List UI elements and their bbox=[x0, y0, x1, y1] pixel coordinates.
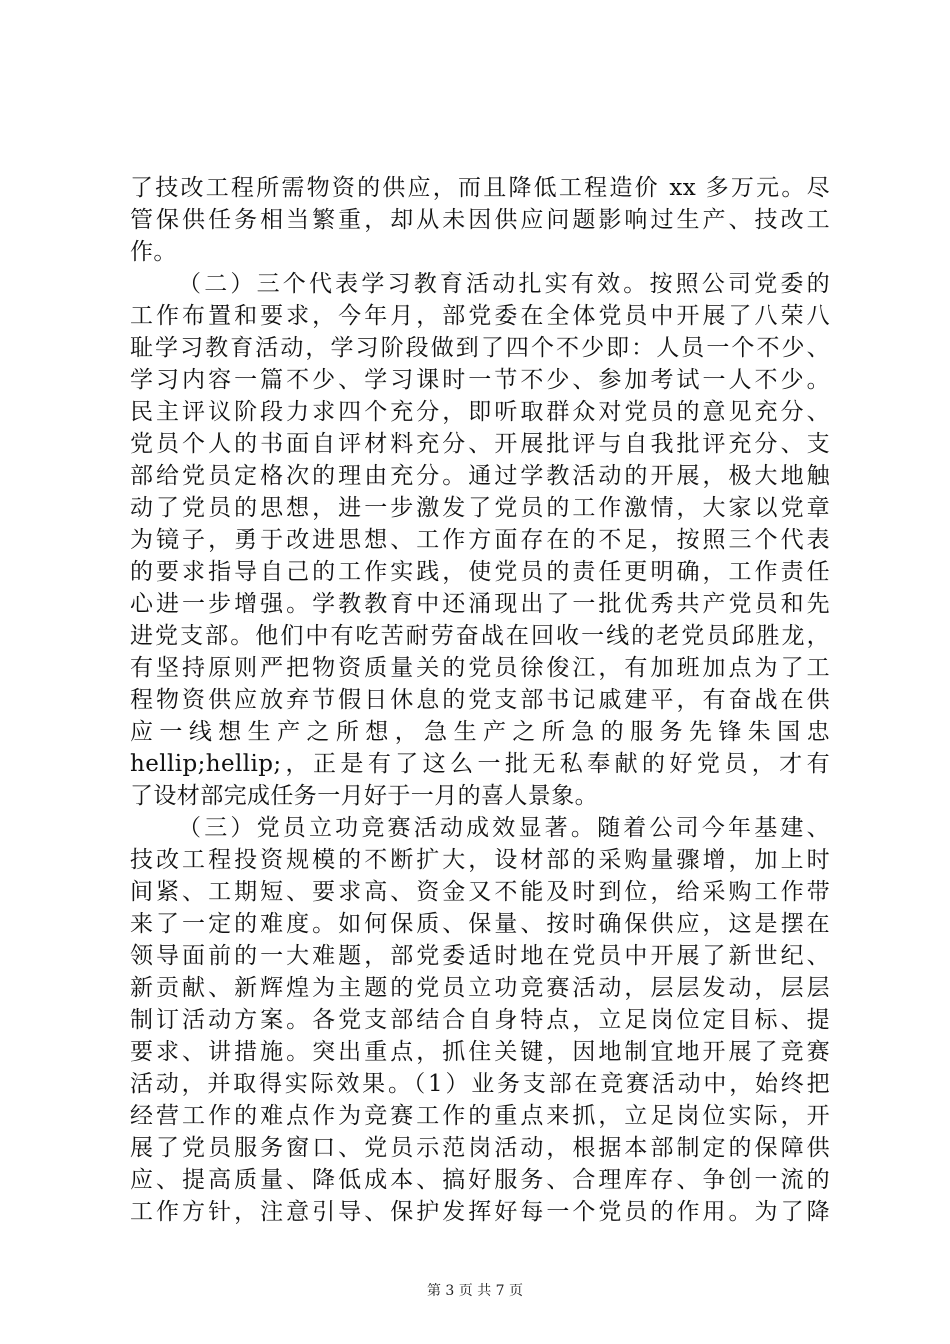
text-line: 领导面前的一大难题，部党委适时地在党员中开展了新世纪、 bbox=[130, 943, 830, 969]
text-line: 为镜子，勇于改进思想、工作方面存在的不足，按照三个代表 bbox=[130, 527, 830, 553]
text-line: 制订活动方案。各党支部结合自身特点，立足岗位定目标、提 bbox=[130, 1007, 830, 1033]
text-line: 工作布置和要求，今年月，部党委在全体党员中开展了八荣八 bbox=[130, 303, 830, 329]
text-line: 学习内容一篇不少、学习课时一节不少、参加考试一人不少。 bbox=[130, 367, 830, 393]
text-line: hellip;hellip;，正是有了这么一批无私奉献的好党员，才有 bbox=[130, 751, 830, 777]
text-line: 要求、讲措施。突出重点，抓住关键，因地制宜地开展了竞赛 bbox=[130, 1039, 830, 1065]
text-line: 有坚持原则严把物资质量关的党员徐俊江，有加班加点为了工 bbox=[130, 655, 830, 681]
text-line: 作。 bbox=[130, 239, 177, 265]
page-number-footer: 第 3 页 共 7 页 bbox=[426, 1283, 524, 1299]
text-line: 民主评议阶段力求四个充分，即听取群众对党员的意见充分、 bbox=[130, 399, 830, 425]
text-line: 工作方针，注意引导、保护发挥好每一个党员的作用。为了降 bbox=[130, 1199, 830, 1225]
text-line: 动了党员的思想，进一步激发了党员的工作激情，大家以党章 bbox=[130, 495, 830, 521]
text-line: 活动，并取得实际效果。（1）业务支部在竞赛活动中，始终把 bbox=[130, 1071, 830, 1097]
section-heading-line: （三）党员立功竞赛活动成效显著。随着公司今年基建、 bbox=[178, 815, 830, 841]
text-line: 了设材部完成任务一月好于一月的喜人景象。 bbox=[130, 783, 598, 809]
text-line: 部给党员定格次的理由充分。通过学教活动的开展，极大地触 bbox=[130, 463, 830, 489]
text-line: 党员个人的书面自评材料充分、开展批评与自我批评充分、支 bbox=[130, 431, 830, 457]
section-heading-line: （二）三个代表学习教育活动扎实有效。按照公司党委的 bbox=[178, 271, 830, 297]
text-line: 程物资供应放弃节假日休息的党支部书记戚建平，有奋战在供 bbox=[130, 687, 830, 713]
text-line: 技改工程投资规模的不断扩大，设材部的采购量骤增，加上时 bbox=[130, 847, 830, 873]
text-line: 新贡献、新辉煌为主题的党员立功竞赛活动，层层发动，层层 bbox=[130, 975, 830, 1001]
text-line: 心进一步增强。学教教育中还涌现出了一批优秀共产党员和先 bbox=[130, 591, 830, 617]
text-line: 经营工作的难点作为竞赛工作的重点来抓，立足岗位实际，开 bbox=[130, 1103, 830, 1129]
text-line: 进党支部。他们中有吃苦耐劳奋战在回收一线的老党员邱胜龙， bbox=[130, 623, 830, 649]
text-line: 展了党员服务窗口、党员示范岗活动，根据本部制定的保障供 bbox=[130, 1135, 830, 1161]
text-line: 间紧、工期短、要求高、资金又不能及时到位，给采购工作带 bbox=[130, 879, 830, 905]
text-line: 了技改工程所需物资的供应，而且降低工程造价 xx 多万元。尽 bbox=[130, 175, 830, 201]
text-line: 管保供任务相当繁重，却从未因供应问题影响过生产、技改工 bbox=[130, 207, 830, 233]
text-line: 应一线想生产之所想，急生产之所急的服务先锋朱国忠 bbox=[130, 719, 830, 745]
text-line: 来了一定的难度。如何保质、保量、按时确保供应，这是摆在 bbox=[130, 911, 830, 937]
text-line: 耻学习教育活动，学习阶段做到了四个不少即：人员一个不少、 bbox=[130, 335, 830, 361]
body-text bbox=[130, 172, 830, 1228]
text-line: 应、提高质量、降低成本、搞好服务、合理库存、争创一流的 bbox=[130, 1167, 830, 1193]
text-line: 的要求指导自己的工作实践，使党员的责任更明确，工作责任 bbox=[130, 559, 830, 585]
